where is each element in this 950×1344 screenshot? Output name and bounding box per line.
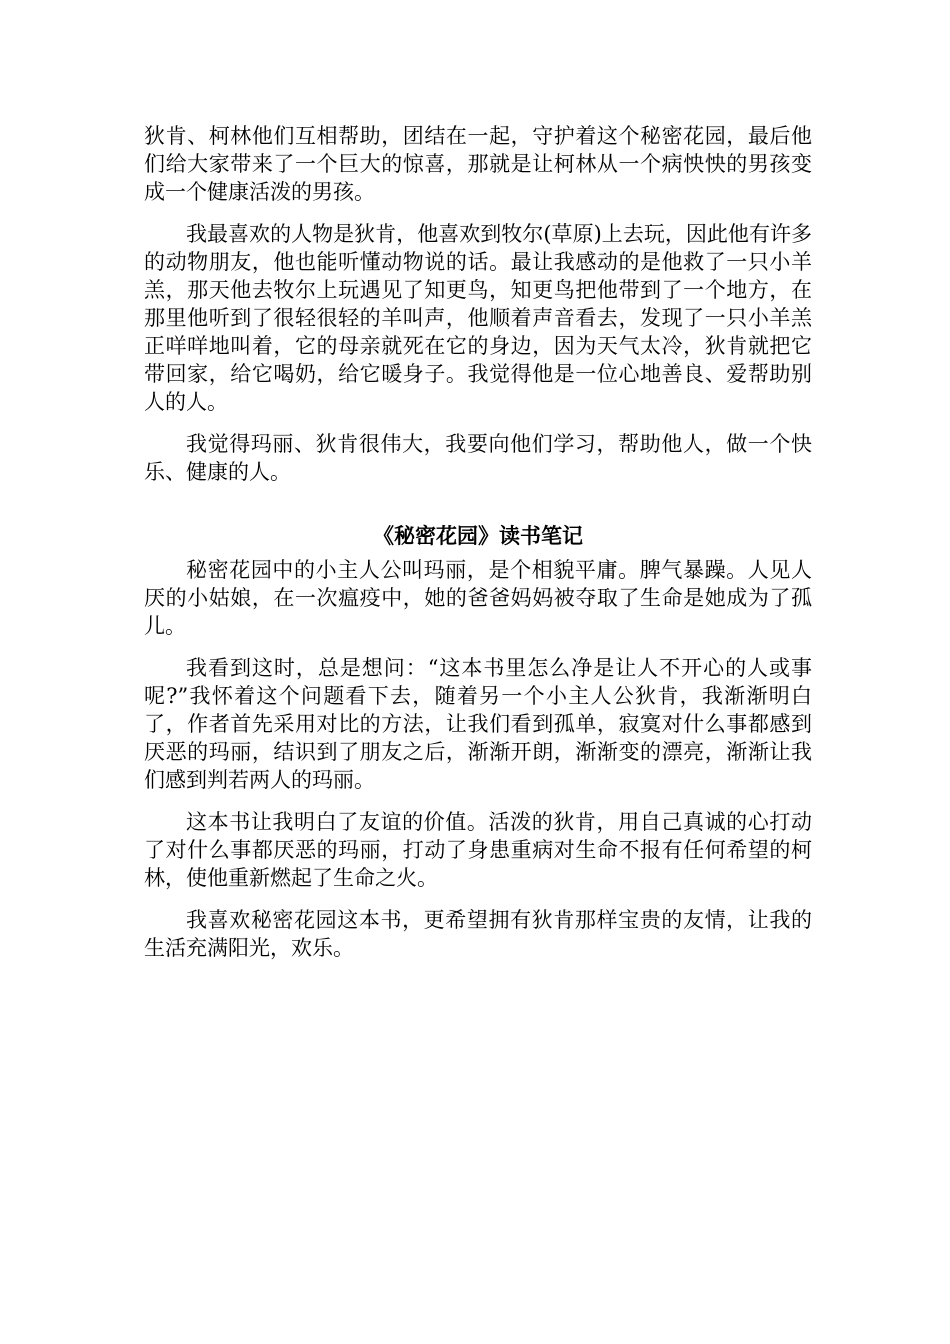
- paragraph: 狄肯、柯林他们互相帮助，团结在一起，守护着这个秘密花园，最后他们给大家带来了一个巨大的惊喜，那就是让柯林从一个病怏怏的男孩变成一个健康活泼的男孩。: [144, 124, 812, 204]
- paragraph: 这本书让我明白了友谊的价值。活泼的狄肯，用自己真诚的心打动了对什么事都厌恶的玛丽，打动了身患重病对生命不报有任何希望的柯林，使他重新燃起了生命之火。: [144, 810, 812, 890]
- document-page: [144, 122, 812, 976]
- paragraph: 我看到这时，总是想问：“这本书里怎么净是让人不开心的人或事呢?”我怀着这个问题看下去，随着另一个小主人公狄肯，我渐渐明白了，作者首先采用对比的方法，让我们看到孤单，寂寞对什么事都感到厌恶的玛丽，结识到了朋友之后，渐渐开朗，渐渐变的漂亮，渐渐让我们感到判若两人的玛丽。: [144, 656, 812, 792]
- paragraph: 我喜欢秘密花园这本书，更希望拥有狄肯那样宝贵的友情，让我的生活充满阳光，欢乐。: [144, 908, 812, 960]
- section-title: 《秘密花园》读书笔记: [373, 524, 583, 548]
- paragraph: 我最喜欢的人物是狄肯，他喜欢到牧尔(草原)上去玩，因此他有许多的动物朋友，他也能听懂动物说的话。最让我感动的是他救了一只小羊羔，那天他去牧尔上玩遇见了知更鸟，知更鸟把他带到了一个地方，在那里他听到了很轻很轻的羊叫声，他顺着声音看去，发现了一只小羊羔正咩咩地叫着，它的母亲就死在它的身边，因为天气太冷，狄肯就把它带回家，给它喝奶，给它暖身子。我觉得他是一位心地善良、爱帮助别人的人。: [144, 222, 812, 414]
- paragraph: 我觉得玛丽、狄肯很伟大，我要向他们学习，帮助他人，做一个快乐、健康的人。: [144, 432, 812, 484]
- paragraph: 秘密花园中的小主人公叫玛丽，是个相貌平庸。脾气暴躁。人见人厌的小姑娘，在一次瘟疫中，她的爸爸妈妈被夺取了生命是她成为了孤儿。: [144, 558, 812, 638]
